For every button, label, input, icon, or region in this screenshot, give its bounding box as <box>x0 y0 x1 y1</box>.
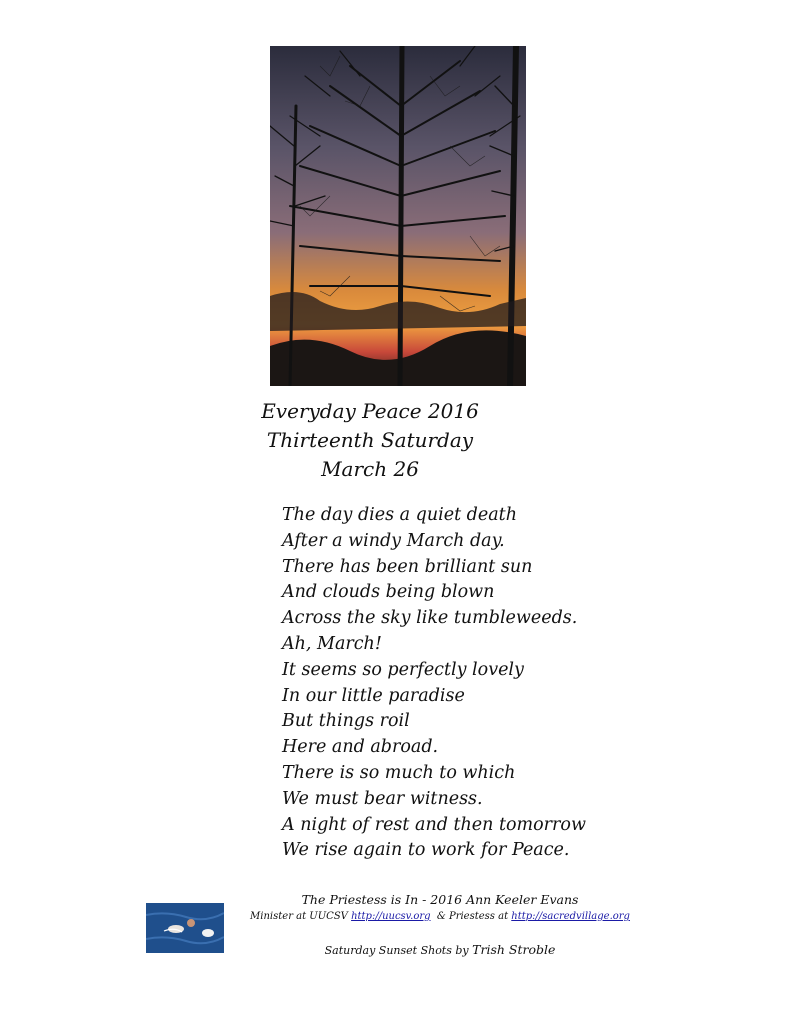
poem-line: Ah, March! <box>282 633 382 654</box>
poem-line: We rise again to work for Peace. <box>282 840 570 861</box>
poem-line: Across the sky like tumbleweeds. <box>282 608 578 629</box>
minister-text: Minister at UUCSV <box>250 911 352 922</box>
priestess-text: & Priestess at <box>430 911 512 922</box>
poem-line: It seems so perfectly lovely <box>282 659 524 680</box>
poem-line: After a windy March day. <box>282 530 505 551</box>
uucsv-link[interactable]: http://uucsv.org <box>351 911 431 922</box>
poem-line: And clouds being blown <box>282 582 495 603</box>
poem-line: There has been brilliant sun <box>282 556 533 577</box>
credit-affiliation <box>240 911 640 922</box>
title-line-1: Everyday Peace 2016 <box>261 399 479 423</box>
poem-line: In our little paradise <box>282 685 465 706</box>
poem-line: We must bear witness. <box>282 788 483 809</box>
poem-line: There is so much to which <box>282 762 516 783</box>
sunset-trees-photo <box>270 46 526 386</box>
poem-line: Here and abroad. <box>282 737 439 758</box>
title-line-3: March 26 <box>321 457 419 481</box>
photo-credit-prefix: Saturday Sunset Shots by <box>324 944 473 957</box>
credit-author: The Priestess is In - 2016 Ann Keeler Evans <box>301 892 579 907</box>
photographer-name: Trish Stroble <box>472 942 556 957</box>
sacredvillage-link[interactable]: http://sacredvillage.org <box>511 911 630 922</box>
poem-line: A night of rest and then tomorrow <box>282 814 586 835</box>
poem <box>282 503 682 864</box>
poem-line: The day dies a quiet death <box>282 505 517 525</box>
title-line-2: Thirteenth Saturday <box>266 428 474 452</box>
swimmer-photo <box>146 903 224 953</box>
poem-line: But things roil <box>282 711 410 732</box>
title-block <box>250 397 490 484</box>
credit-photographer <box>240 942 640 957</box>
